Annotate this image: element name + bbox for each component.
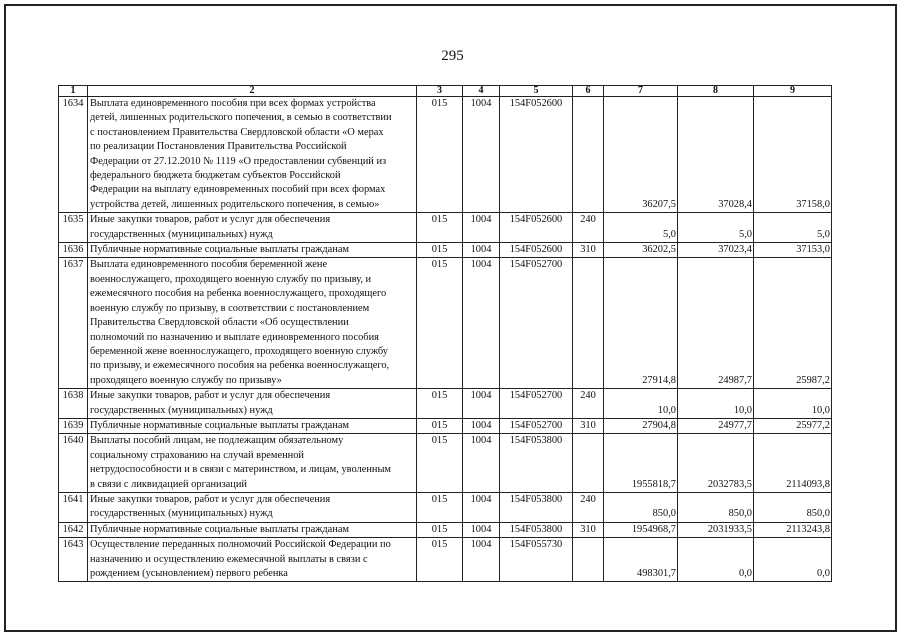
description-line: государственных (муниципальных) нужд: [90, 508, 273, 520]
value-col-9: 25987,2: [754, 258, 832, 389]
code-col-6: 240: [573, 492, 604, 522]
value-col-9: 5,0: [754, 213, 832, 243]
value-col-8: 0,0: [678, 538, 754, 582]
description-line: Осуществление переданных полномочий Российской Федерации по: [90, 539, 391, 551]
value-col-9: 2113243,8: [754, 522, 832, 537]
description-line: по реализации Постановления Правительства Российской: [90, 141, 347, 153]
value-col-9: 850,0: [754, 492, 832, 522]
row-description: [88, 389, 417, 419]
code-col-4: 1004: [463, 243, 500, 258]
code-col-4: 1004: [463, 492, 500, 522]
description-line: проходящего военную службу по призыву»: [90, 374, 282, 386]
value-col-7: 1954968,7: [604, 522, 678, 537]
value-col-7: 5,0: [604, 213, 678, 243]
value-col-9: 25977,2: [754, 418, 832, 433]
row-description: [88, 243, 417, 258]
description-line: с постановлением Правительства Свердловской области «О мерах: [90, 126, 384, 138]
code-col-6: 310: [573, 522, 604, 537]
code-col-5: 154F052700: [500, 418, 573, 433]
table-row: [59, 522, 832, 537]
value-col-9: 37153,0: [754, 243, 832, 258]
code-col-5: 154F053800: [500, 434, 573, 493]
table-row: [59, 243, 832, 258]
code-col-4: 1004: [463, 258, 500, 389]
value-col-8: 5,0: [678, 213, 754, 243]
code-col-6: 310: [573, 243, 604, 258]
value-col-8: 24977,7: [678, 418, 754, 433]
description-line: государственных (муниципальных) нужд: [90, 404, 273, 416]
description-line: Публичные нормативные социальные выплаты гражданам: [90, 419, 350, 431]
value-col-8: 2032783,5: [678, 434, 754, 493]
code-col-3: 015: [417, 389, 463, 419]
description-line: по призыву, и ежемесячного пособия на ребенка военнослужащего,: [90, 360, 390, 372]
code-col-3: 015: [417, 213, 463, 243]
code-col-6: 310: [573, 418, 604, 433]
row-description: [88, 434, 417, 493]
header-cell: 3: [417, 86, 463, 97]
row-number: 1639: [59, 418, 88, 433]
row-number: 1637: [59, 258, 88, 389]
code-col-6: [573, 97, 604, 213]
code-col-5: 154F052600: [500, 213, 573, 243]
row-description: [88, 538, 417, 582]
table-row: [59, 389, 832, 419]
description-line: рождением (усыновлением) первого ребенка: [90, 568, 288, 579]
value-col-7: 1955818,7: [604, 434, 678, 493]
budget-table: [58, 85, 832, 582]
code-col-4: 1004: [463, 418, 500, 433]
description-line: нетрудоспособности и в связи с материнством, и лицам, уволенным: [90, 464, 392, 476]
description-line: Публичные нормативные социальные выплаты гражданам: [90, 244, 350, 256]
code-col-4: 1004: [463, 389, 500, 419]
table-row: [59, 258, 832, 389]
code-col-5: 154F053800: [500, 492, 573, 522]
value-col-8: 37028,4: [678, 97, 754, 213]
row-description: [88, 522, 417, 537]
code-col-4: 1004: [463, 434, 500, 493]
row-description: [88, 492, 417, 522]
code-col-3: 015: [417, 243, 463, 258]
header-cell: 1: [59, 86, 88, 97]
description-line: Выплаты пособий лицам, не подлежащим обязательному: [90, 435, 344, 447]
description-line: назначению и осуществлению ежемесячной выплаты в связи с: [90, 553, 368, 565]
code-col-6: [573, 434, 604, 493]
description-line: Выплата единовременного пособия беременной жене: [90, 259, 328, 271]
value-col-8: 24987,7: [678, 258, 754, 389]
row-description: [88, 258, 417, 389]
code-col-3: 015: [417, 258, 463, 389]
description-line: социальному страхованию на случай временной: [90, 449, 304, 461]
row-number: 1640: [59, 434, 88, 493]
row-number: 1638: [59, 389, 88, 419]
description-line: детей, лишенных родительского попечения, в семью в соответствии: [90, 112, 392, 124]
value-col-7: 498301,7: [604, 538, 678, 582]
value-col-8: 37023,4: [678, 243, 754, 258]
description-line: Публичные нормативные социальные выплаты гражданам: [90, 523, 350, 535]
row-description: [88, 418, 417, 433]
row-description: [88, 97, 417, 213]
row-description: [88, 213, 417, 243]
value-col-8: 10,0: [678, 389, 754, 419]
table-row: [59, 434, 832, 493]
table-row: [59, 418, 832, 433]
value-col-7: 27914,8: [604, 258, 678, 389]
row-number: 1634: [59, 97, 88, 213]
code-col-4: 1004: [463, 522, 500, 537]
value-col-7: 27904,8: [604, 418, 678, 433]
value-col-9: 10,0: [754, 389, 832, 419]
header-cell: 6: [573, 86, 604, 97]
header-cell: 9: [754, 86, 832, 97]
table-row: [59, 97, 832, 213]
description-line: военную службу по призыву, в соответствии с постановлением: [90, 302, 370, 314]
code-col-3: 015: [417, 418, 463, 433]
description-line: Иные закупки товаров, работ и услуг для обеспечения: [90, 214, 331, 226]
code-col-3: 015: [417, 434, 463, 493]
description-line: Правительства Свердловской области «Об осуществлении: [90, 317, 349, 329]
table-row: [59, 213, 832, 243]
row-number: 1642: [59, 522, 88, 537]
description-line: ежемесячного пособия на ребенка военнослужащего, проходящего: [90, 288, 387, 300]
description-line: устройства детей, лишенных родительского попечения, в семью»: [90, 198, 380, 210]
row-number: 1635: [59, 213, 88, 243]
header-cell: 5: [500, 86, 573, 97]
code-col-6: [573, 538, 604, 582]
code-col-3: 015: [417, 97, 463, 213]
value-col-7: 10,0: [604, 389, 678, 419]
header-cell: 7: [604, 86, 678, 97]
code-col-5: 154F052600: [500, 243, 573, 258]
code-col-5: 154F053800: [500, 522, 573, 537]
header-cell: 4: [463, 86, 500, 97]
description-line: Иные закупки товаров, работ и услуг для обеспечения: [90, 493, 331, 505]
header-cell: 8: [678, 86, 754, 97]
description-line: Федерации от 27.12.2010 № 1119 «О предоставлении субвенций из: [90, 155, 387, 167]
row-number: 1643: [59, 538, 88, 582]
code-col-5: 154F055730: [500, 538, 573, 582]
description-line: Иные закупки товаров, работ и услуг для обеспечения: [90, 390, 331, 402]
value-col-7: 36202,5: [604, 243, 678, 258]
code-col-3: 015: [417, 492, 463, 522]
code-col-3: 015: [417, 538, 463, 582]
code-col-4: 1004: [463, 97, 500, 213]
code-col-5: 154F052700: [500, 258, 573, 389]
code-col-5: 154F052600: [500, 97, 573, 213]
value-col-7: 36207,5: [604, 97, 678, 213]
code-col-4: 1004: [463, 213, 500, 243]
description-line: беременной жене военнослужащего, проходящего военную службу: [90, 345, 388, 357]
description-line: Федерации на выплату единовременных пособий при всех формах: [90, 184, 386, 196]
code-col-3: 015: [417, 522, 463, 537]
table-row: [59, 492, 832, 522]
row-number: 1641: [59, 492, 88, 522]
description-line: военнослужащего, проходящего военную службу по призыву, и: [90, 273, 372, 285]
value-col-8: 2031933,5: [678, 522, 754, 537]
value-col-9: 37158,0: [754, 97, 832, 213]
code-col-6: 240: [573, 389, 604, 419]
code-col-6: 240: [573, 213, 604, 243]
value-col-8: 850,0: [678, 492, 754, 522]
description-line: полномочий по назначению и выплате единовременного пособия: [90, 331, 379, 343]
table-header-row: [59, 86, 832, 97]
value-col-9: 0,0: [754, 538, 832, 582]
header-cell: 2: [88, 86, 417, 97]
description-line: в связи с ликвидацией организаций: [90, 478, 247, 490]
table-row: [59, 538, 832, 582]
row-number: 1636: [59, 243, 88, 258]
value-col-9: 2114093,8: [754, 434, 832, 493]
description-line: государственных (муниципальных) нужд: [90, 228, 273, 240]
page-number: 295: [441, 48, 464, 64]
code-col-5: 154F052700: [500, 389, 573, 419]
description-line: федерального бюджета бюджетам субъектов Российской: [90, 170, 341, 182]
description-line: Выплата единовременного пособия при всех формах устройства: [90, 98, 376, 109]
code-col-6: [573, 258, 604, 389]
value-col-7: 850,0: [604, 492, 678, 522]
code-col-4: 1004: [463, 538, 500, 582]
